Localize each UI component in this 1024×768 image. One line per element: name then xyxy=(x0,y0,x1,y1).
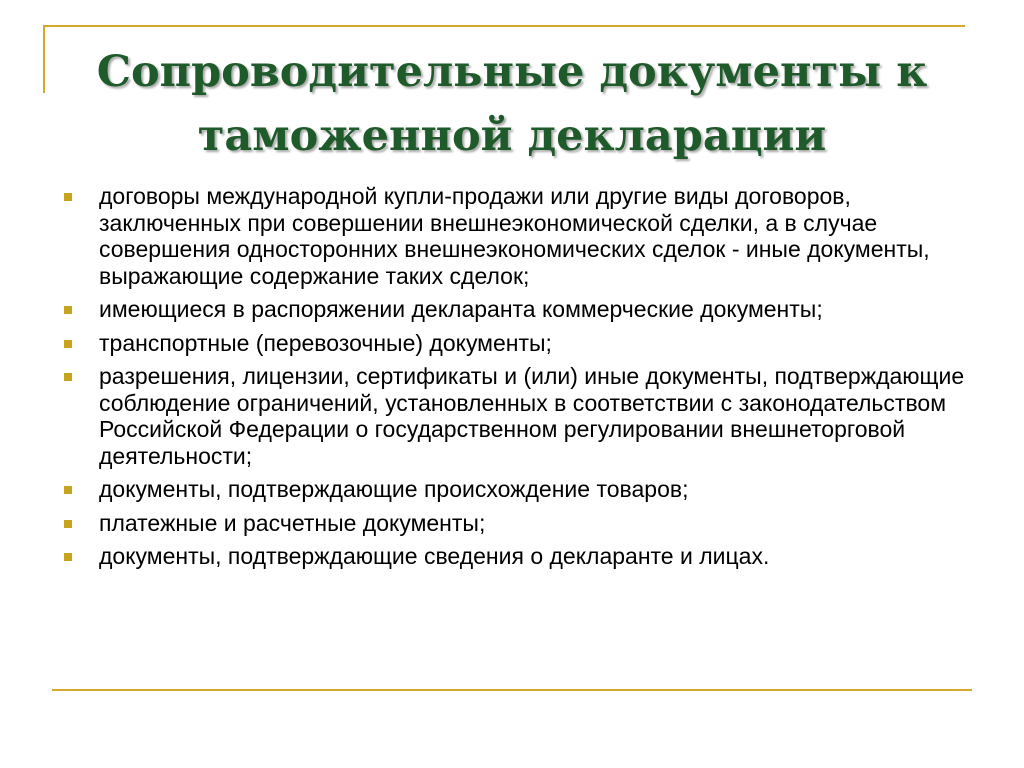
list-item-text: имеющиеся в распоряжении декларанта коммерческие документы; xyxy=(99,296,823,322)
list-item xyxy=(60,296,965,323)
square-bullet-icon xyxy=(64,486,72,494)
list-item xyxy=(60,510,965,537)
bullet-list xyxy=(60,183,965,577)
square-bullet-icon xyxy=(64,193,72,201)
square-bullet-icon xyxy=(64,340,72,348)
square-bullet-icon xyxy=(64,520,72,528)
list-item-text: документы, подтверждающие происхождение товаров; xyxy=(99,476,689,502)
list-item-text: транспортные (перевозочные) документы; xyxy=(99,329,552,356)
slide-title-line-1: Сопроводительные документы к xyxy=(96,47,928,97)
list-item xyxy=(60,363,965,469)
square-bullet-icon xyxy=(64,306,72,314)
list-item-text: договоры международной купли-продажи или другие виды договоров, заключенных при совершении внешнеэкономической сделки, а в случае совершения односторонних внешнеэкономических сделок - иные документы, выражающие содержание таких сделок; xyxy=(99,183,930,289)
list-item xyxy=(60,476,965,503)
list-item-text: документы, подтверждающие сведения о декларанте и лицах. xyxy=(99,543,770,569)
list-item-text: разрешения, лицензии, сертификаты и (или) иные документы, подтверждающие соблюдение ограничений, установленных в соответствии с законодательством Российской Федерации о государственном регулировании внешнеторговой деятельности; xyxy=(99,363,965,469)
slide-title-line-2: таможенной декларации xyxy=(197,111,827,161)
top-accent-line xyxy=(43,25,965,27)
list-item xyxy=(60,543,965,570)
slide-title xyxy=(60,40,964,168)
bottom-accent-line xyxy=(52,689,972,691)
square-bullet-icon xyxy=(64,553,72,561)
left-accent-line xyxy=(43,25,45,93)
list-item xyxy=(60,330,965,357)
list-item xyxy=(60,183,965,289)
square-bullet-icon xyxy=(64,373,72,381)
list-item-text: платежные и расчетные документы; xyxy=(99,509,486,536)
